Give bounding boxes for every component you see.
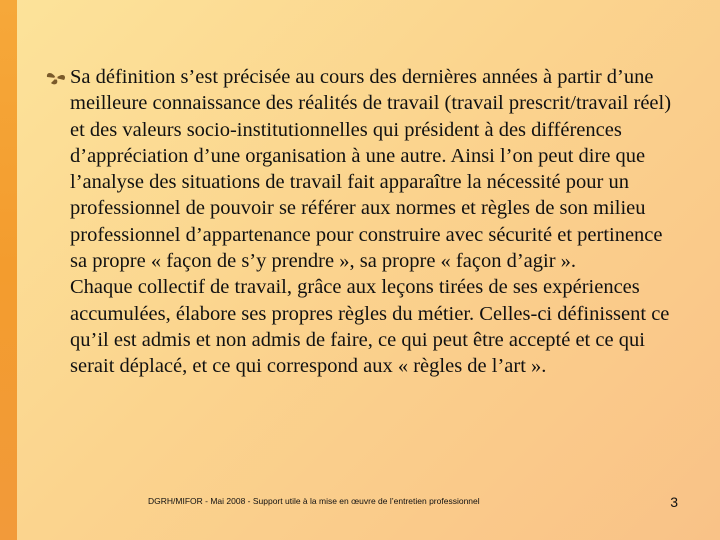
bullet-paragraph bbox=[40, 64, 680, 274]
page-number: 3 bbox=[670, 494, 678, 510]
footer-text: DGRH/MIFOR - Mai 2008 - Support utile à la mise en œuvre de l’entretien professionnel bbox=[148, 496, 480, 506]
continuation-paragraph bbox=[40, 274, 680, 379]
slide-body bbox=[40, 64, 680, 380]
paragraph-1-text: Sa définition s’est précisée au cours des dernières années à partir d’une meilleure connaissance des réalités de travail (travail prescrit/travail réel) et des valeurs socio-institutionnelles qui président à des différences d’appréciation d’une organisation à une autre. Ainsi l’on peut dire que l’analyse des situations de travail fait apparaître la nécessité pour un professionnel de pouvoir se référer aux normes et règles de son milieu professionnel d’appartenance pour construire avec sécurité et pertinence sa propre « façon de s’y prendre », sa propre « façon d’agir ». bbox=[70, 66, 672, 273]
paragraph-2-text: Chaque collectif de travail, grâce aux leçons tirées de ses expériences accumulées, élabore ses propres règles du métier. Celles-ci définissent ce qu’il est admis et non admis de faire, ce qui peut être accepté et ce qui serait déplacé, et ce qui correspond aux « règles de l’art ». bbox=[70, 276, 670, 378]
pinwheel-bullet-icon bbox=[43, 68, 69, 86]
left-accent-bar bbox=[0, 0, 17, 540]
